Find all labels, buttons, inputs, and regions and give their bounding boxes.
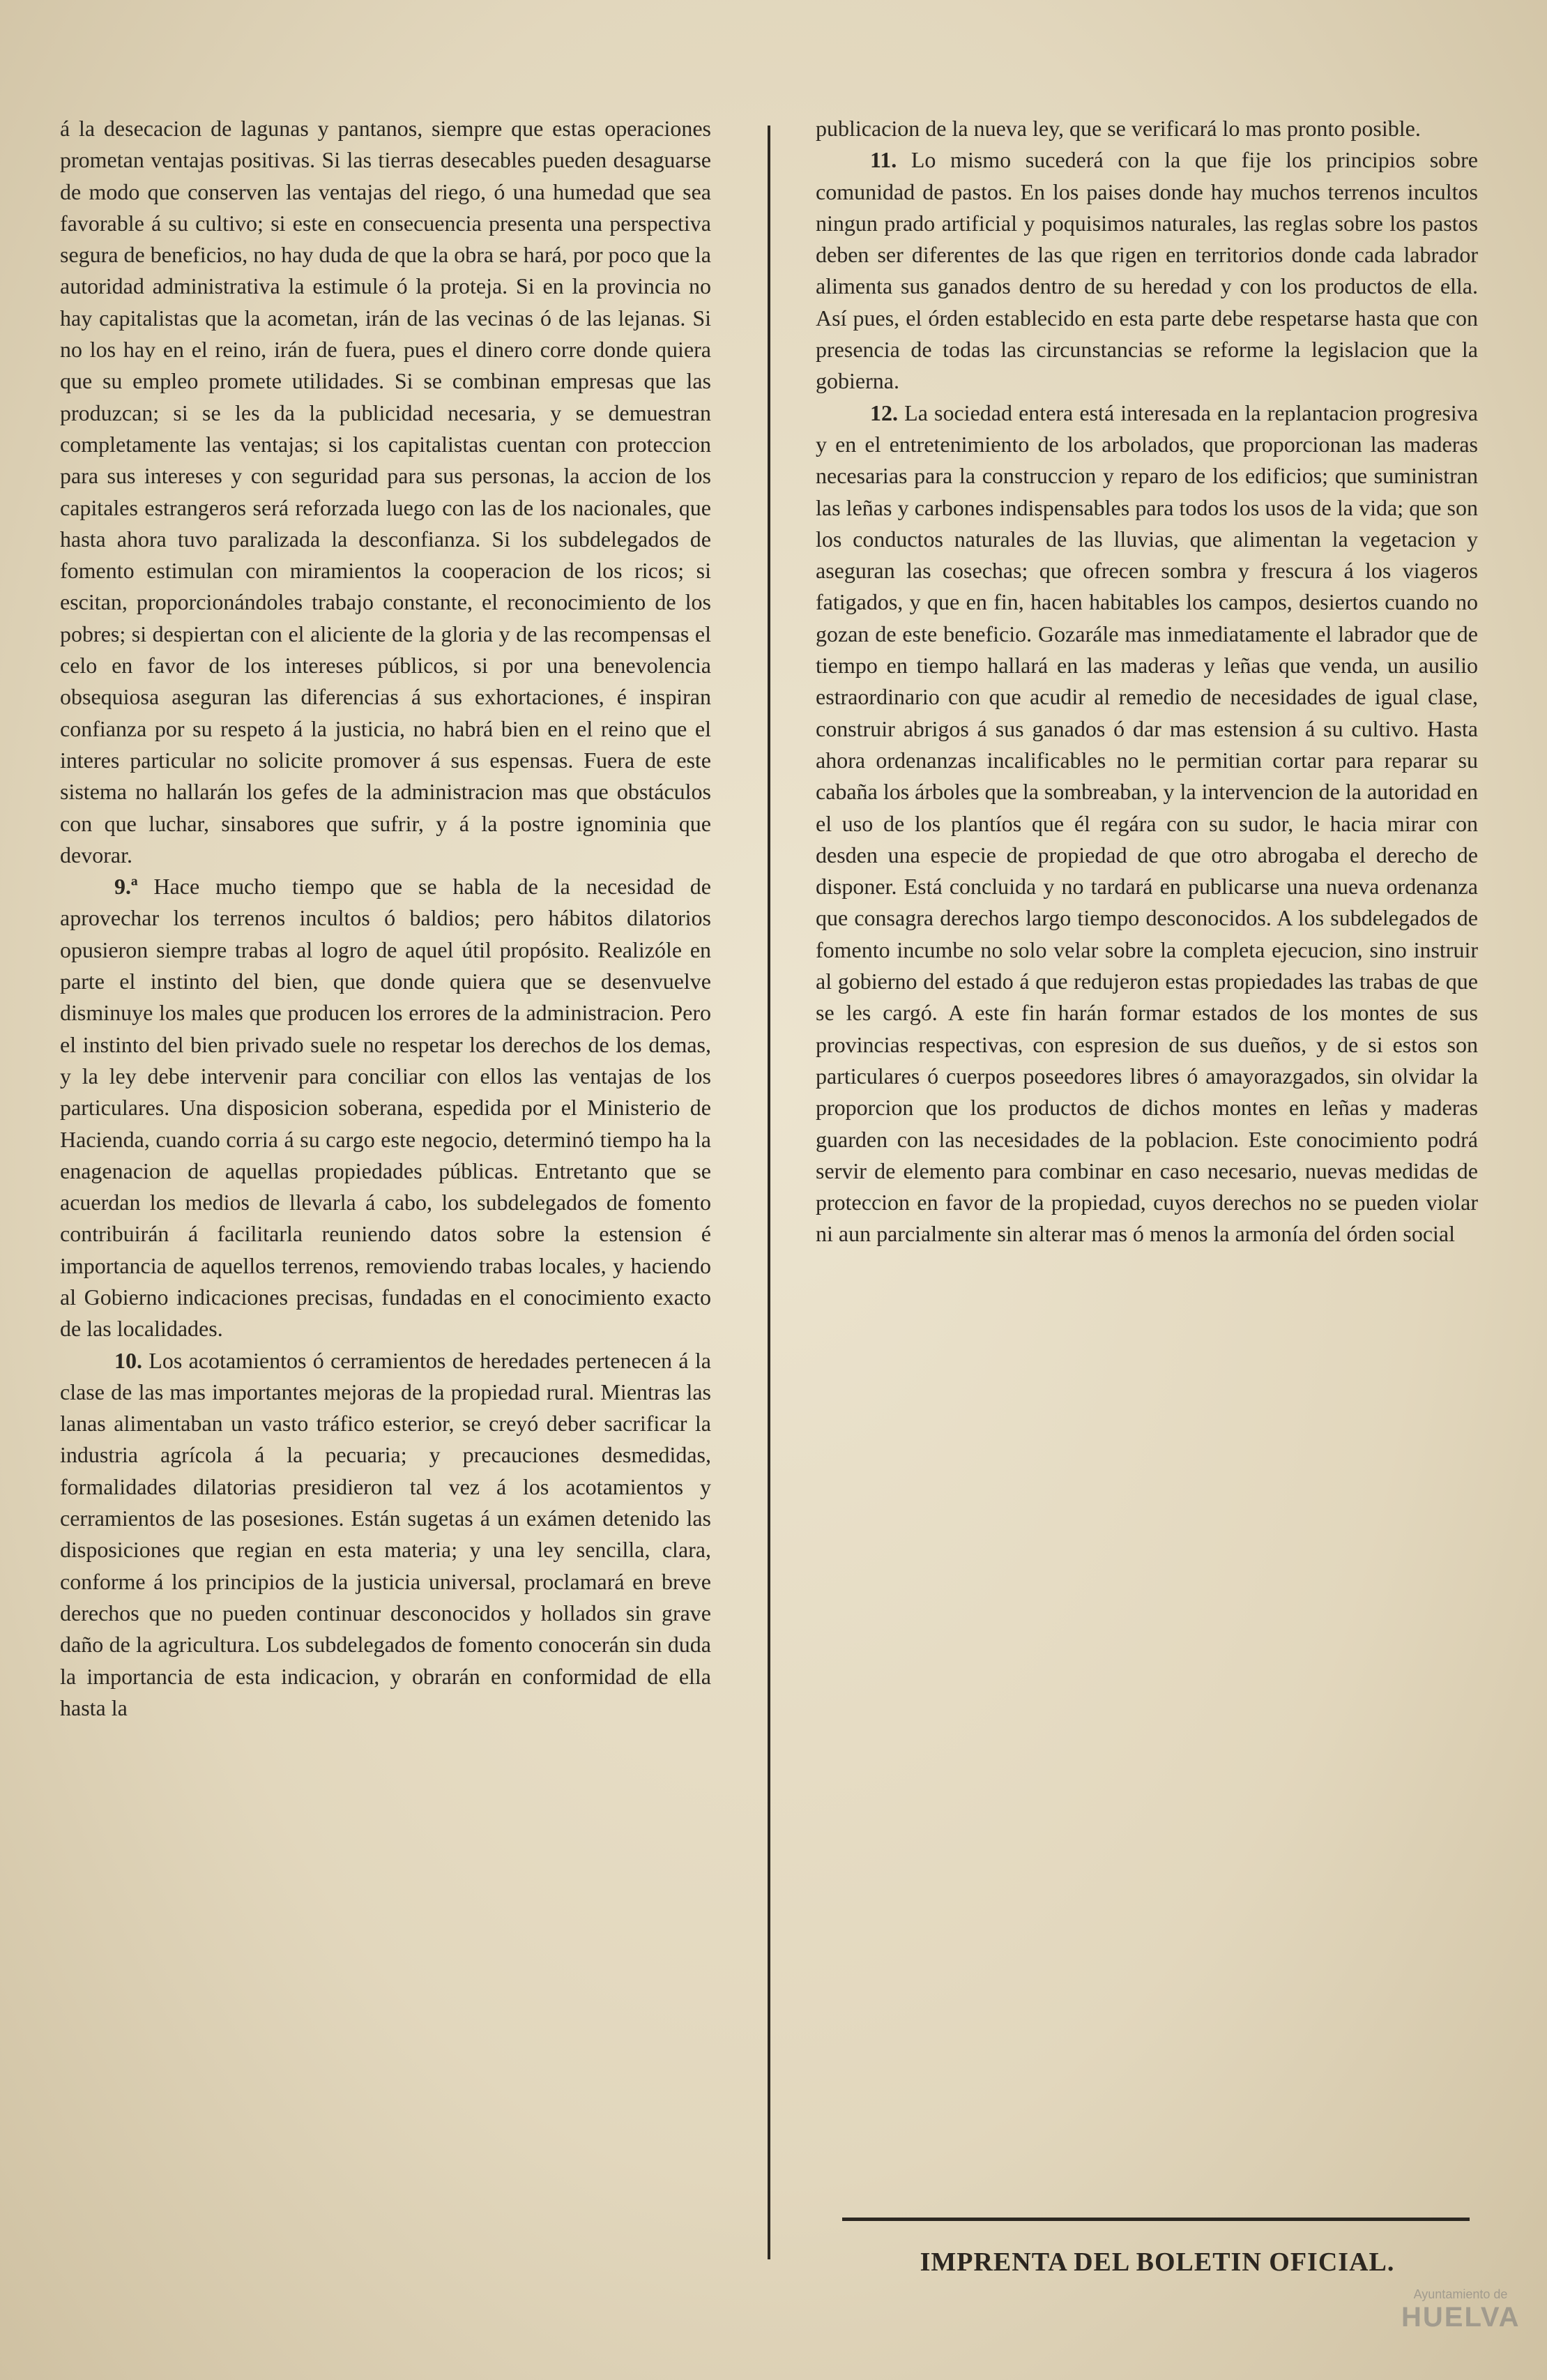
- footer-rule: [842, 2218, 1470, 2221]
- paragraph-text: Los acotamientos ó cerramientos de heredades pertenecen á la clase de las mas importantes mejoras de la propiedad rural. Mientras las lanas alimentaban un vasto tráfico esterior, se creyó deber sacrificar la industria agrícola á la pecuaria; y precauciones desmedidas, formalidades dilatorias presidieron tal vez á los acotamientos y cerramientos de las posesiones. Están sugetas á un exámen detenido las disposiciones que regian en esta materia; y una ley sencilla, clara, conforme á los principios de la justicia universal, proclamará en breve derechos que no pueden continuar desconocidos y hollados sin grave daño de la agricultura. Los subdelegados de fomento conocerán sin duda la importancia de esta indicacion, y obrarán en conformidad de ella hasta la: [60, 1347, 712, 1720]
- column-divider: [768, 126, 770, 2259]
- paragraph-text: La sociedad entera está interesada en la replantacion progresiva y en el entretenimiento de los arbolados, que proporcionan las maderas necesarias para la construccion y reparo de los edificios; que suministran las leñas y carbones indispensables para todos los usos de la vida; que son los conductos naturales de las lluvias, que alimentan la vegetacion y aseguran las cosechas; que ofrecen sombra y frescura á los viageros fatigados, y que en fin, hacen habitables los campos, desiertos cuando no gozan de este beneficio. Gozarále mas inmediatamente el labrador que de tiempo en tiempo hallará en las maderas y leñas que venda, un ausilio estraordinario con que acudir al remedio de necesidades de igual clase, construir abrigos á sus ganados ó dar mas estension á su cultivo. Hasta ahora ordenanzas incalificables no le permitian cortar para reparar su cabaña los árboles que la sombreaban, y la intervencion de la autoridad en el uso de los plantíos que él regára con su sudor, le hacia mirar con desden una especie de propiedad de que otro abrogaba el derecho de disponer. Está concluida y no tardará en publicarse una nueva ordenanza que consagra derechos largo tiempo desconocidos. A los subdelegados de fomento incumbe no solo velar sobre la completa ejecucion, sino instruir al gobierno del estado á que redujeron estas propiedades las trabas de que se les cargó. A este fin harán formar estados de los montes de sus provincias respectivas, con espresion de sus dueños, y de si estos son particulares ó cuerpos poseedores libres ó amayorazgados, sin olvidar la proporcion que los productos de dichos montes en leñas y maderas guarden con las necesidades de la poblacion. Este conocimiento podrá servir de elemento para combinar en caso necesario, nuevas medidas de proteccion en favor de la propiedad, cuyos derechos no se pueden violar ni aun parcialmente sin alterar mas ó menos la armonía del órden social: [816, 400, 1479, 1247]
- paragraph-10: [60, 1345, 711, 1725]
- watermark-line-2: HUELVA: [1401, 2302, 1521, 2333]
- paragraph-number: 9.ª: [114, 874, 138, 900]
- paragraph-text: Lo mismo sucederá con la que fije los principios sobre comunidad de pastos. En los paises donde hay muchos terrenos incultos ningun prado artificial y poquisimos naturales, las reglas sobre los pastos deben ser diferentes de las que rigen en territorios donde cada labrador alimenta sus ganados dentro de su heredad y con los productos de ella. Así pues, el órden establecido en esta parte debe respetarse hasta que con presencia de todas las circunstancias se reforme la legislacion que la gobierna.: [816, 147, 1479, 394]
- paragraph-number: 10.: [114, 1347, 142, 1373]
- paragraph-9: [60, 871, 711, 1344]
- paragraph-10-continuation: publicacion de la nueva ley, que se verificará lo mas pronto posible.: [816, 116, 1421, 141]
- right-column: [816, 113, 1478, 1250]
- archive-watermark-logo: [1401, 2287, 1520, 2371]
- left-column: [60, 113, 711, 1724]
- paragraph-11: [816, 144, 1478, 397]
- paragraph-8-continuation: á la desecacion de lagunas y pantanos, siempre que estas operaciones prometan ventajas positivas. Si las tierras desecables pueden desaguarse de modo que conserven las ventajas del riego, ó una humedad que sea favorable á su cultivo; si este en consecuencia presenta una perspectiva segura de beneficios, no hay duda de que la obra se hará, por poco que la autoridad administrativa la estimule ó la proteja. Si en la provincia no hay capitalistas que la acometan, irán de las vecinas ó de las lejanas. Si no los hay en el reino, irán de fuera, pues el dinero corre donde quiera que su empleo promete utilidades. Si se combinan empresas que las produzcan; si se les da la publicidad necesaria, y se demuestran completamente las ventajas; si los capitalistas cuentan con proteccion para sus intereses y con seguridad para sus personas, la accion de los capitales estrangeros será reforzada luego con las de los nacionales, que hasta ahora tuvo paralizada la desconfianza. Si los subdelegados de fomento estimulan con miramientos la cooperacion de los ricos; si escitan, proporcionándoles trabajo constante, el reconocimiento de los pobres; si despiertan con el aliciente de la gloria y de las recompensas el celo en favor de los intereses públicos, si por una benevolencia obsequiosa aseguran las diferencias á sus exhortaciones, é inspiran confianza por su respeto á la justicia, no habrá bien en el reino que el interes particular no solicite promover á sus espensas. Fuera de este sistema no hallarán los gefes de la administracion mas que obstáculos con que luchar, sinsabores que sufrir, y á la postre ignominia que devorar.: [60, 116, 711, 867]
- paragraph-number: 11.: [870, 147, 897, 173]
- paragraph-number: 12.: [870, 400, 898, 425]
- watermark-line-1: Ayuntamiento de: [1413, 2287, 1508, 2301]
- paragraph-12: [816, 397, 1478, 1250]
- paragraph-text: Hace mucho tiempo que se habla de la necesidad de aprovechar los terrenos incultos ó baldios; pero hábitos dilatorios opusieron siempre trabas al logro de aquel útil propósito. Realizóle en parte el instinto del bien, que donde quiera que se desenvuelve disminuye los males que producen los errores de la administracion. Pero el instinto del bien privado suele no respetar los derechos de los demas, y la ley debe intervenir para conciliar con ellos las ventajas de los particulares. Una disposicion soberana, espedida por el Ministerio de Hacienda, cuando corria á su cargo este negocio, determinó tiempo ha la enagenacion de aquellas propiedades públicas. Entretanto que se acuerdan los medios de llevarla á cabo, los subdelegados de fomento contribuirán á facilitarla reuniendo datos sobre la estension é importancia de aquellos terrenos, removiendo trabas locales, y haciendo al Gobierno indicaciones precisas, fundadas en el conocimiento exacto de las localidades.: [60, 874, 711, 1342]
- printer-imprint: IMPRENTA DEL BOLETIN OFICIAL.: [920, 2248, 1395, 2277]
